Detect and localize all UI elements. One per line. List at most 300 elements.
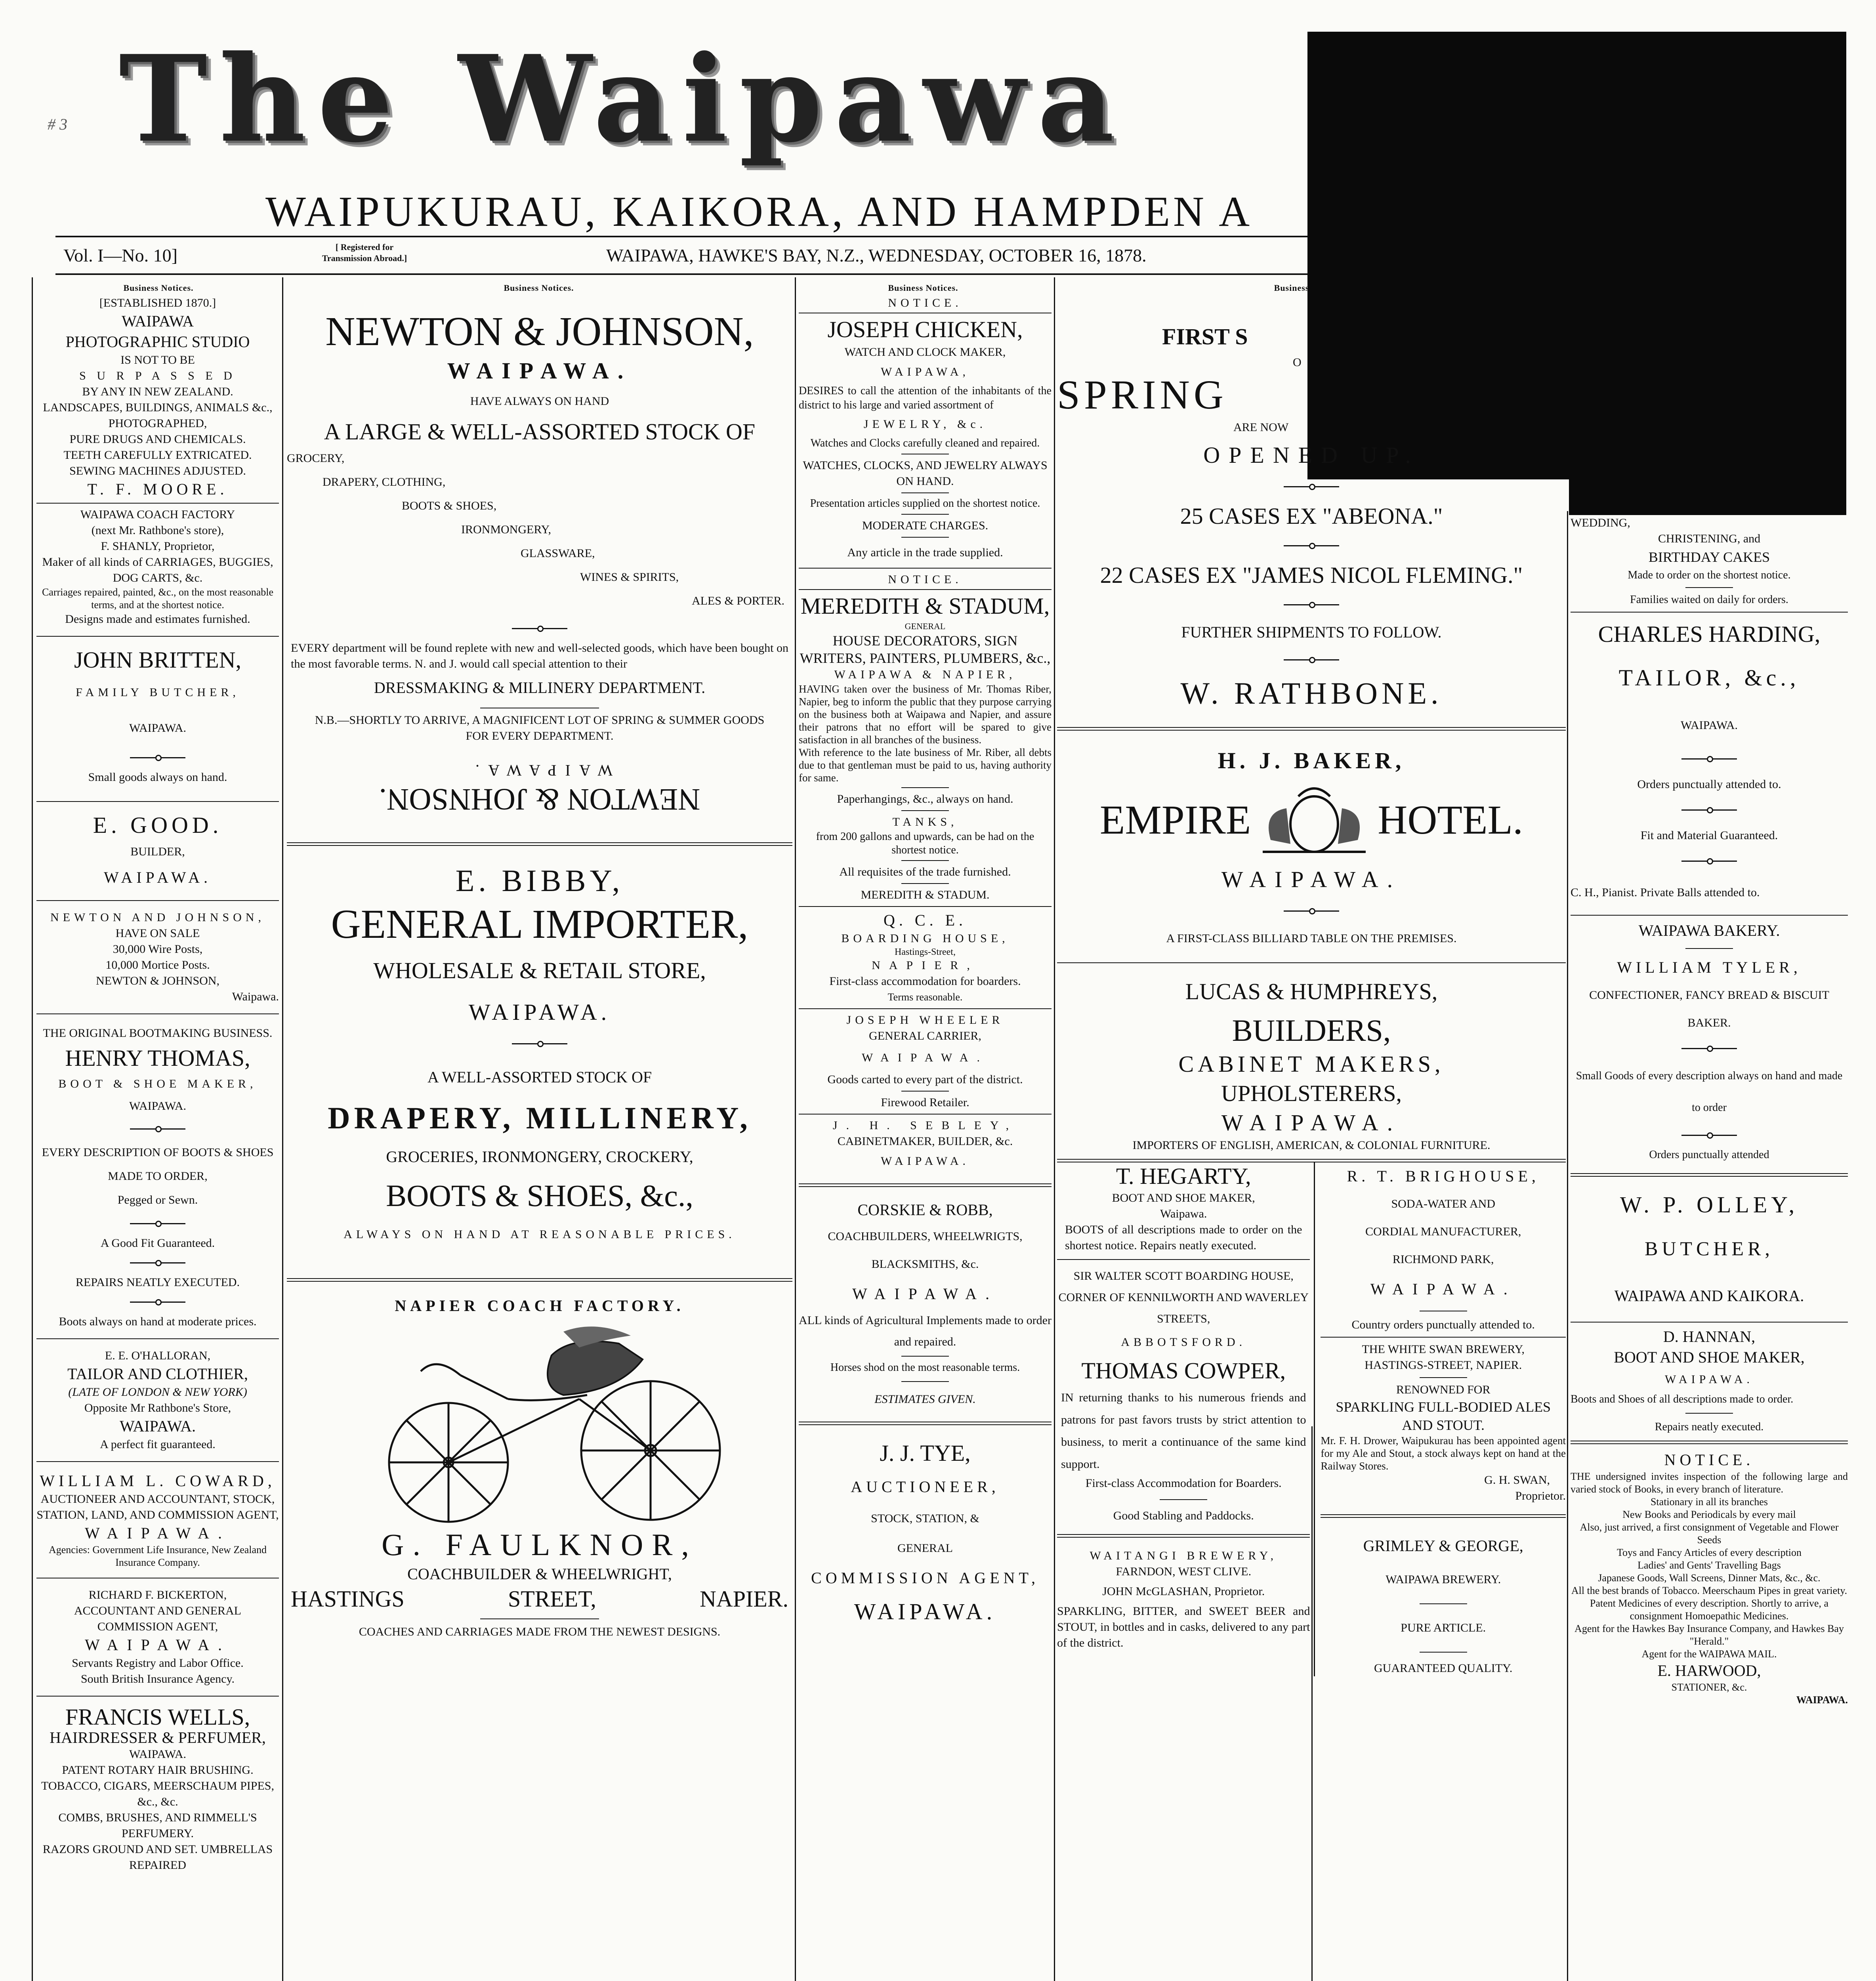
nt-stationer: STATIONER, &c.: [1671, 1681, 1747, 1693]
ws-renowned: RENOWNED FOR: [1396, 1383, 1490, 1396]
separator: [1571, 612, 1848, 613]
nt-line-12: Agent for the WAIPAWA MAIL.: [1641, 1648, 1777, 1660]
nj-item: WINES & SPIRITS,: [580, 571, 679, 584]
volume-number: Vol. I—No. 10]: [63, 245, 177, 265]
nt-body: THE undersigned invites inspection of the following large and varied stock of Books, in every branch of literature.: [1571, 1471, 1848, 1495]
cake-line-2: CHRISTENING, and: [1658, 532, 1761, 545]
sw-corner: CORNER OF KENNILWORTH AND WAVERLEY STREETS,: [1058, 1291, 1309, 1325]
boot-line-7: A Good Fit Guaranteed.: [100, 1237, 215, 1250]
separator: [1685, 587, 1733, 588]
jw-line-4: Goods carted to every part of the district.: [827, 1073, 1023, 1086]
bibby-boots: BOOTS & SHOES, &c.,: [386, 1178, 693, 1213]
tc-body: IN returning thanks to his numerous friends and patrons for past favors trusts by strict attention to business, to merit a continuance of the same kind support.: [1061, 1391, 1306, 1471]
separator: [287, 1278, 792, 1282]
jw-name: JOSEPH WHEELER: [846, 1013, 1004, 1027]
bibby-always: ALWAYS ON HAND AT REASONABLE PRICES.: [344, 1228, 736, 1241]
dash-ornament: [1681, 1048, 1737, 1049]
empire-hotel-ad: [1057, 741, 1566, 954]
coach-line-5: Carriages repaired, painted, &c., on the most reasonable terms, and at the shortest notice.: [42, 586, 274, 611]
rath-fleming: 22 CASES EX "JAMES NICOL FLEMING.": [1100, 562, 1523, 588]
left-border: [32, 277, 33, 1981]
studio-name: PHOTOGRAPHIC STUDIO: [65, 333, 250, 351]
separator: [1160, 1499, 1207, 1500]
sebley-ad: [799, 1118, 1052, 1173]
ws-proprietor: Proprietor.: [1515, 1489, 1566, 1502]
jc-line-6: Watches and Clocks carefully cleaned and repaired.: [810, 437, 1040, 449]
fw-trade: HAIRDRESSER & PERFUMER,: [50, 1729, 266, 1746]
ms-line-10: All requisites of the trade furnished.: [839, 865, 1011, 878]
separator: [1571, 1173, 1848, 1177]
faulknor-trade: COACHBUILDER & WHEELWRIGHT,: [407, 1565, 672, 1583]
nj-item: GROCERY,: [287, 452, 345, 465]
nt-line-3: Stationary in all its branches: [1650, 1496, 1768, 1508]
separator: [36, 1338, 279, 1339]
rtb-line-3: CORDIAL MANUFACTURER,: [1365, 1225, 1521, 1238]
hannan-ad: [1571, 1326, 1848, 1435]
nj-body: EVERY department will be found replete with new and well-selected goods, which have been bought on the most favorable terms. N. and J. would call special attention to their: [291, 641, 788, 670]
dh-name: D. HANNAN,: [1663, 1328, 1756, 1345]
chicken-ad: [799, 295, 1052, 565]
qce-ad: [799, 910, 1052, 1005]
ws-ales: SPARKLING FULL-BODIED ALES AND STOUT.: [1336, 1399, 1551, 1433]
sw-name: SIR WALTER SCOTT BOARDING HOUSE,: [1073, 1269, 1294, 1282]
separator: [799, 589, 1052, 590]
oh-trade: TAILOR AND CLOTHIER,: [67, 1365, 248, 1383]
ms-body: HAVING taken over the business of Mr. Thomas Riber, Napier, beg to inform the public that they purpose carrying on the business both at Waipawa and Napier, and assure their patrons that no effort will be spared to give satisfaction in all branches of the business.: [799, 683, 1052, 746]
hb-hotel: HOTEL.: [1378, 797, 1523, 843]
ws-body: Mr. F. H. Drower, Waipukurau has been appointed agent for my Ale and Stout, a stock always kept on hand at the Railway Stores.: [1321, 1435, 1566, 1472]
white-swan-ad: [1321, 1342, 1566, 1504]
ms-tanks: TANKS,: [892, 815, 958, 828]
ohalloran-ad: [36, 1348, 279, 1452]
nj-title: NEWTON & JOHNSON,: [325, 309, 754, 354]
separator: [36, 1696, 279, 1697]
nt-signoff: E. HARWOOD,: [1657, 1662, 1761, 1679]
cw-line-2: AUCTIONEER AND ACCOUNTANT, STOCK, STATION, LAND, AND COMMISSION AGENT,: [36, 1492, 279, 1521]
cr-trade-2: BLACKSMITHS, &c.: [871, 1258, 979, 1271]
jt-name: J. J. TYE,: [880, 1440, 971, 1466]
separator: [1420, 1377, 1467, 1378]
oh-line-4: Opposite Mr Rathbone's Store,: [84, 1401, 231, 1414]
separator: [1057, 1159, 1566, 1162]
good-place: WAIPAWA.: [104, 868, 212, 886]
dh-place: WAIPAWA.: [1665, 1373, 1754, 1386]
jc-line-8: Presentation articles supplied on the shortest notice.: [810, 497, 1040, 510]
ch-trade: TAILOR, &c.,: [1618, 665, 1800, 691]
jw-trade: GENERAL CARRIER,: [869, 1029, 981, 1042]
nt-line-10: Patent Medicines of every description. Shortly to arrive, a consignment Homoepathic Medicines.: [1590, 1597, 1829, 1622]
th-place: Waipawa.: [1160, 1207, 1207, 1220]
js-name: J. H. SEBLEY,: [832, 1119, 1018, 1132]
separator: [36, 1461, 279, 1462]
rtb-place: WAIPAWA.: [1370, 1280, 1516, 1298]
gg-pure: PURE ARTICLE.: [1401, 1621, 1486, 1634]
ws-name: THE WHITE SWAN BREWERY,: [1362, 1343, 1525, 1356]
column-4: [1057, 295, 1566, 1981]
rb-line-4: Servants Registry and Labor Office.: [72, 1657, 244, 1670]
lh-builders: BUILDERS,: [1232, 1013, 1391, 1048]
posts-title: NEWTON AND JOHNSON,: [50, 911, 265, 924]
separator: [36, 1013, 279, 1014]
separator: [799, 906, 1052, 907]
th-trade: BOOT AND SHOE MAKER,: [1112, 1191, 1255, 1204]
rb-line-5: South British Insurance Agency.: [81, 1672, 235, 1685]
bibby-drapery: DRAPERY, MILLINERY,: [328, 1101, 752, 1135]
separator: [901, 514, 949, 515]
rtb-line-2: SODA-WATER AND: [1391, 1197, 1495, 1210]
lh-importers: IMPORTERS OF ENGLISH, AMERICAN, & COLONIAL FURNITURE.: [1132, 1139, 1490, 1152]
jc-place: WAIPAWA,: [881, 365, 969, 378]
bakery-ad: [1571, 918, 1848, 1163]
separator: [901, 492, 949, 493]
britten-place: WAIPAWA.: [129, 721, 186, 735]
nj-have: HAVE ALWAYS ON HAND: [470, 395, 609, 408]
separator: [36, 900, 279, 901]
jw-place: WAIPAWA.: [862, 1051, 989, 1064]
column-head-4: Business: [1274, 283, 1309, 293]
cw-place: WAIPAWA.: [85, 1524, 231, 1542]
dash-ornament: [130, 1302, 185, 1303]
ms-signoff: MEREDITH & STADUM.: [861, 888, 990, 901]
column-rule-1: [282, 277, 283, 1981]
nj-items: [287, 447, 792, 617]
address-street-1: HASTINGS: [291, 1586, 405, 1612]
ch-line-4: Orders punctually attended to.: [1637, 778, 1781, 791]
coach-line-2: (next Mr. Rathbone's store),: [91, 524, 224, 537]
rtb-line-4: RICHMOND PARK,: [1392, 1253, 1494, 1266]
ms-general: GENERAL: [905, 621, 946, 631]
wt-body: SPARKLING, BITTER, and SWEET BEER and STOUT, in bottles and in casks, delivered to any part of the district.: [1057, 1605, 1310, 1649]
nj-place: WAIPAWA.: [447, 358, 632, 384]
jt-line-4: GENERAL: [897, 1542, 953, 1555]
separator: [1321, 1514, 1566, 1518]
fw-name: FRANCIS WELLS,: [65, 1704, 250, 1730]
wo-trade: BUTCHER,: [1645, 1237, 1774, 1260]
lh-upholsterers: UPHOLSTERERS,: [1221, 1080, 1402, 1106]
studio-line-5: BY ANY IN NEW ZEALAND.: [82, 385, 233, 398]
cake-line-5: Families waited on daily for orders.: [1630, 594, 1788, 606]
gg-brewery: WAIPAWA BREWERY.: [1386, 1573, 1501, 1586]
jc-name: JOSEPH CHICKEN,: [827, 317, 1023, 342]
separator: [799, 1114, 1052, 1115]
qce-line-3: Hastings-Street,: [895, 947, 956, 957]
separator: [799, 568, 1052, 569]
bibby-title: GENERAL IMPORTER,: [331, 901, 748, 947]
nj-item: ALES & PORTER.: [691, 594, 784, 607]
britten-name: JOHN BRITTEN,: [74, 647, 242, 673]
hegarty-ad: [1057, 1162, 1310, 1254]
coach-title: WAIPAWA COACH FACTORY: [80, 508, 235, 521]
hb-place: WAIPAWA.: [1221, 866, 1402, 892]
rath-opened: OPENED UP.: [1203, 442, 1420, 468]
wt-place: FARNDON, WEST CLIVE.: [1116, 1565, 1252, 1578]
posts-line-2: HAVE ON SALE: [115, 927, 200, 940]
lucas-humphreys-ad: [1057, 972, 1566, 1153]
column-5: [1571, 515, 1848, 1981]
jc-line-7: WATCHES, CLOCKS, AND JEWELRY ALWAYS ON HAND.: [803, 459, 1048, 488]
nj-flip-name: NEWTON & JOHNSON.: [379, 782, 700, 817]
separator: [901, 1381, 949, 1382]
col4-split: [1057, 1162, 1566, 1676]
nj-upside-down: [287, 760, 792, 819]
sw-place: ABBOTSFORD.: [1121, 1336, 1246, 1349]
scott-ad: [1057, 1265, 1310, 1524]
column-2: [287, 295, 792, 1981]
wb-line-4: Small Goods of every description always on hand and made to order: [1576, 1070, 1843, 1114]
britten-trade: FAMILY BUTCHER,: [76, 686, 240, 699]
hb-billiard: A FIRST-CLASS BILLIARD TABLE ON THE PREMISES.: [1166, 932, 1457, 945]
nt-place: WAIPAWA.: [1796, 1694, 1848, 1706]
nj-item: BOOTS & SHOES,: [402, 499, 497, 512]
bibby-groceries: GROCERIES, IRONMONGERY, CROCKERY,: [386, 1148, 693, 1166]
lh-cabinet: CABINET MAKERS,: [1178, 1051, 1445, 1077]
wt-proprietor: JOHN McGLASHAN, Proprietor.: [1102, 1585, 1265, 1598]
separator: [1685, 1413, 1733, 1414]
ms-line-7: Paperhangings, &c., always on hand.: [837, 792, 1013, 805]
masthead-title: The Waipawa: [119, 29, 1126, 169]
boot-line-6: Pegged or Sewn.: [117, 1193, 198, 1206]
olley-ad: [1571, 1187, 1848, 1318]
separator: [1571, 1441, 1848, 1444]
newton-johnson-ad: [287, 307, 792, 819]
nt-heading: NOTICE.: [1664, 1451, 1754, 1469]
ws-place: HASTINGS-STREET, NAPIER.: [1365, 1359, 1522, 1372]
wo-name: W. P. OLLEY,: [1620, 1192, 1799, 1218]
oh-line-6: A perfect fit guaranteed.: [100, 1438, 216, 1451]
studio-line-9: SEWING MACHINES ADJUSTED.: [69, 464, 246, 477]
tc-name: THOMAS COWPER,: [1081, 1358, 1286, 1384]
ms-trades: HOUSE DECORATORS, SIGN WRITERS, PAINTERS, PLUMBERS, &c.,: [800, 633, 1051, 666]
gg-quality: GUARANTEED QUALITY.: [1374, 1662, 1513, 1675]
tye-ad: [799, 1435, 1052, 1630]
dash-ornament: [1681, 1135, 1737, 1136]
studio-line-6: LANDSCAPES, BUILDINGS, ANIMALS &c., PHOTOGRAPHED,: [43, 401, 273, 430]
studio-established: [ESTABLISHED 1870.]: [99, 296, 216, 309]
dash-ornament: [512, 628, 567, 629]
fw-line-5: TOBACCO, CIGARS, MEERSCHAUM PIPES, &c., &c.: [41, 1779, 274, 1808]
jt-trade: AUCTIONEER,: [851, 1478, 1000, 1496]
fw-line-6: COMBS, BRUSHES, AND RIMMELL'S PERFUMERY.: [58, 1811, 257, 1840]
oh-place: WAIPAWA.: [120, 1417, 196, 1435]
tc-line-4: Good Stabling and Paddocks.: [1113, 1509, 1254, 1522]
separator: [36, 801, 279, 802]
ch-line-5: Fit and Material Guaranteed.: [1640, 829, 1778, 842]
nj-item: GLASSWARE,: [521, 547, 595, 560]
fw-place: WAIPAWA.: [129, 1748, 186, 1761]
registered-note: [273, 242, 456, 264]
studio-line-8: TEETH CAREFULLY EXTRICATED.: [63, 448, 252, 462]
top-rule: [55, 236, 1307, 237]
bibby-store: WHOLESALE & RETAIL STORE,: [373, 958, 706, 983]
waitangi-ad: [1057, 1548, 1310, 1651]
britten-ad: [36, 645, 279, 785]
jc-body: DESIRES to call the attention of the inhabitants of the district to his large and varied assortment of: [799, 385, 1052, 411]
dateline-rule: [55, 273, 1307, 275]
notice-heading-2: NOTICE.: [888, 573, 962, 586]
wt-name: WAITANGI BREWERY,: [1090, 1549, 1278, 1562]
wb-trade: CONFECTIONER, FANCY BREAD & BISCUIT BAKER.: [1589, 989, 1829, 1029]
ms-line-9: from 200 gallons and upwards, can be had on the shortest notice.: [816, 830, 1034, 856]
studio-line-1: WAIPAWA: [122, 312, 194, 330]
margin-handwritten-note: # 3: [48, 115, 67, 133]
ws-signoff: G. H. SWAN,: [1484, 1473, 1550, 1487]
ch-line-6: C. H., Pianist. Private Balls attended to.: [1571, 886, 1760, 899]
napier-coach-ad: [287, 1292, 792, 1640]
wheeler-ad: [799, 1012, 1052, 1111]
faulknor-designs: COACHES AND CARRIAGES MADE FROM THE NEWEST DESIGNS.: [359, 1625, 721, 1638]
studio-ad: [36, 295, 279, 500]
cr-place: WAIPAWA.: [852, 1285, 998, 1303]
separator: [1571, 915, 1848, 916]
separator: [36, 636, 279, 637]
coach-line-6: Designs made and estimates furnished.: [65, 613, 250, 626]
redaction-block-upper: [1307, 32, 1846, 317]
bibby-name: E. BIBBY,: [455, 863, 624, 898]
nt-line-6: Toys and Fancy Articles of every description: [1616, 1547, 1802, 1558]
rb-place: WAIPAWA.: [85, 1636, 231, 1654]
dash-ornament: [1681, 758, 1737, 760]
separator: [799, 1008, 1052, 1009]
nt-line-4: New Books and Periodicals by every mail: [1622, 1509, 1796, 1520]
col4-right: [1315, 1162, 1566, 1676]
rb-line-2: ACCOUNTANT AND GENERAL COMMISSION AGENT,: [74, 1604, 242, 1633]
posts-line-6: Waipawa.: [232, 990, 279, 1003]
dash-ornament: [130, 1128, 185, 1130]
good-ad: [36, 811, 279, 891]
boot-line-1: THE ORIGINAL BOOTMAKING BUSINESS.: [43, 1027, 273, 1040]
cr-estimates: ESTIMATES GIVEN.: [874, 1393, 976, 1406]
jc-jewelry: JEWELRY, &c.: [863, 418, 987, 431]
nt-line-8: Japanese Goods, Wall Screens, Dinner Mats, &c., &c.: [1598, 1572, 1821, 1584]
wo-place: WAIPAWA AND KAIKORA.: [1614, 1287, 1804, 1305]
separator: [901, 1091, 949, 1092]
separator: [901, 537, 949, 538]
cakes-ad: [1571, 515, 1848, 608]
separator: [1057, 727, 1566, 731]
separator: [1057, 1259, 1310, 1260]
studio-line-4: S U R P A S S E D: [79, 369, 236, 382]
separator: [36, 503, 279, 504]
nj-stock: A LARGE & WELL-ASSORTED STOCK OF: [324, 419, 756, 445]
cake-line-1: WEDDING,: [1571, 516, 1630, 529]
separator: [901, 810, 949, 811]
rath-first: FIRST S: [1162, 324, 1248, 349]
hb-name: H. J. BAKER,: [1218, 748, 1405, 773]
nt-line-11: Agent for the Hawkes Bay Insurance Company, and Hawkes Bay "Herald.": [1574, 1623, 1844, 1647]
wb-line-5: Orders punctually attended: [1649, 1149, 1769, 1161]
harwood-notice-ad: [1571, 1450, 1848, 1706]
henry-thomas-ad: [36, 1023, 279, 1330]
dash-ornament: [130, 757, 185, 758]
rath-are-now: ARE NOW: [1233, 421, 1289, 434]
corskie-ad: [799, 1197, 1052, 1411]
qce-place: NAPIER,: [872, 959, 979, 972]
cr-name: CORSKIE & ROBB,: [857, 1201, 993, 1219]
oh-name: E. E. O'HALLORAN,: [105, 1349, 211, 1362]
th-body: BOOTS of all descriptions made to order on the shortest notice. Repairs neatly executed.: [1065, 1223, 1302, 1252]
posts-line-5: NEWTON & JOHNSON,: [96, 974, 219, 987]
cw-name: WILLIAM L. COWARD,: [40, 1472, 276, 1490]
js-place: WAIPAWA.: [881, 1155, 969, 1168]
grimley-ad: [1321, 1528, 1566, 1676]
jc-line-9: MODERATE CHARGES.: [862, 519, 989, 532]
tc-line-3: First-class Accommodation for Boarders.: [1085, 1477, 1282, 1490]
dh-line-5: Repairs neatly executed.: [1655, 1421, 1764, 1433]
separator: [480, 1618, 599, 1619]
rath-spring: SPRING: [1057, 372, 1227, 418]
faulknor-name: G. FAULKNOR,: [382, 1527, 698, 1562]
faulknor-address: [287, 1584, 792, 1614]
cake-line-3: BIRTHDAY CAKES: [1648, 549, 1770, 565]
column-1: [36, 295, 279, 1981]
brighouse-ad: [1321, 1162, 1566, 1333]
boot-place: WAIPAWA.: [129, 1099, 186, 1113]
separator: [1420, 1652, 1467, 1653]
hb-empire: EMPIRE: [1099, 797, 1251, 843]
boot-name: HENRY THOMAS,: [65, 1045, 250, 1071]
column-rule-2: [795, 277, 796, 1981]
masthead-subtitle: WAIPUKURAU, KAIKORA, AND HAMPDEN A: [265, 188, 1253, 235]
jt-place: WAIPAWA.: [854, 1599, 996, 1624]
studio-proprietor: T. F. MOORE.: [87, 480, 228, 498]
ms-body-2: With reference to the late business of Mr. Riber, all debts due to that gentleman must be paid to us, having authority for same.: [799, 746, 1052, 784]
separator: [1057, 1534, 1310, 1538]
separator: [1571, 1322, 1848, 1323]
dash-ornament: [1284, 659, 1339, 660]
dash-ornament: [130, 1262, 185, 1263]
dash-ornament: [130, 1223, 185, 1224]
jt-line-5: COMMISSION AGENT,: [811, 1569, 1039, 1587]
fw-line-4: PATENT ROTARY HAIR BRUSHING.: [62, 1763, 254, 1777]
ch-place: WAIPAWA.: [1681, 719, 1738, 732]
bibby-place: WAIPAWA.: [468, 999, 611, 1025]
napier-title: NAPIER COACH FACTORY.: [395, 1297, 685, 1315]
wb-title: WAIPAWA BAKERY.: [1638, 922, 1780, 939]
rb-name: RICHARD F. BICKERTON,: [88, 1588, 227, 1601]
lh-place: WAIPAWA.: [1221, 1110, 1402, 1136]
boot-trade: BOOT & SHOE MAKER,: [58, 1077, 257, 1090]
coward-ad: [36, 1471, 279, 1569]
studio-line-3: IS NOT TO BE: [120, 353, 195, 366]
bibby-stock: A WELL-ASSORTED STOCK OF: [427, 1068, 652, 1086]
wb-name: WILLIAM TYLER,: [1617, 958, 1802, 976]
britten-goods: Small goods always on hand.: [88, 771, 227, 784]
good-name: E. GOOD.: [93, 812, 223, 838]
separator: [799, 1422, 1052, 1425]
redaction-block-side: [1569, 309, 1846, 515]
rath-of: O: [1293, 356, 1302, 369]
separator: [287, 842, 792, 846]
wells-ad: [36, 1705, 279, 1873]
separator: [1057, 962, 1566, 963]
separator: [901, 883, 949, 884]
col4-left: [1057, 1162, 1315, 1676]
dash-ornament: [1284, 604, 1339, 605]
separator: [799, 1183, 1052, 1187]
boot-line-5: EVERY DESCRIPTION OF BOOTS & SHOES MADE TO ORDER,: [42, 1146, 274, 1183]
jc-line-10: Any article in the trade supplied.: [847, 546, 1003, 559]
column-head-3: Business Notices.: [888, 283, 958, 293]
nj-item: DRAPERY, CLOTHING,: [323, 475, 446, 489]
boot-line-9: Boots always on hand at moderate prices.: [59, 1315, 257, 1328]
dash-ornament: [1284, 545, 1339, 546]
th-name: T. HEGARTY,: [1116, 1163, 1251, 1189]
cake-line-4: Made to order on the shortest notice.: [1628, 569, 1791, 581]
dh-trade: BOOT AND SHOE MAKER,: [1614, 1348, 1805, 1366]
ms-place: WAIPAWA & NAPIER,: [834, 668, 1016, 681]
dash-ornament: [1681, 861, 1737, 862]
rathbone-ad: [1057, 319, 1566, 715]
